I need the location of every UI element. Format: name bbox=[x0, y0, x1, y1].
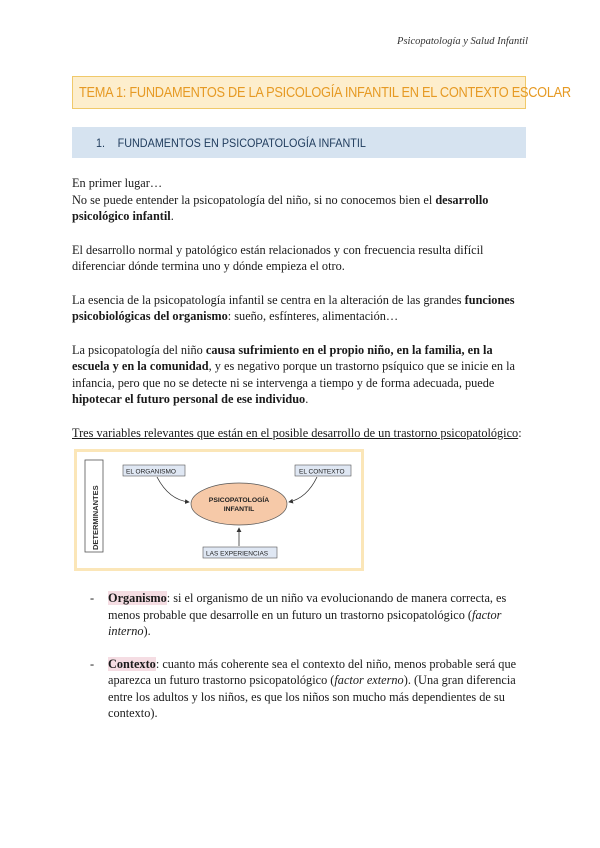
determinants-diagram bbox=[74, 449, 364, 571]
p4-end: . bbox=[305, 392, 309, 406]
p4-text-a: La psicopatología del niño bbox=[72, 342, 206, 357]
bullet-dash: - bbox=[90, 591, 95, 605]
p4-bold-1: causa sufrimiento en el propio niño, en la familia, en la escuela y en la comunidad bbox=[72, 342, 493, 373]
bullet-text-a: : cuanto más coherente sea el contexto del niño, menos probable será que aparezca un futuro trastorno psicopatológico ( bbox=[108, 656, 517, 687]
context-label: EL CONTEXTO bbox=[299, 468, 345, 476]
paragraph-1 bbox=[72, 175, 528, 225]
bullet-contexto bbox=[90, 656, 520, 722]
term-highlight: Organismo bbox=[108, 591, 167, 605]
running-header: Psicopatología y Salud Infantil bbox=[397, 36, 528, 47]
p4-text-b: , y es negativo porque un trastorno psíquico que se inicie en la infancia, pero que no se detecte ni se intervenga a tiempo y de forma adecuada, puede bbox=[72, 359, 515, 390]
p4-bold-2: hipotecar el futuro personal de ese individuo bbox=[72, 392, 306, 406]
section-heading bbox=[96, 136, 366, 150]
center-label-1: PSICOPATOLOGÍA bbox=[208, 497, 270, 504]
bullet-italic: factor interno bbox=[108, 607, 502, 638]
section-label: FUNDAMENTOS EN PSICOPATOLOGÍA INFANTIL bbox=[117, 135, 366, 150]
bullet-text bbox=[108, 656, 520, 722]
arrow-organism bbox=[157, 477, 189, 502]
side-label: DETERMINANTES bbox=[91, 485, 100, 550]
chapter-title-box bbox=[72, 76, 571, 109]
bullet-organismo bbox=[90, 590, 520, 640]
p1-end: . bbox=[170, 209, 174, 223]
p3-end: : sueño, esfínteres, alimentación… bbox=[227, 309, 399, 323]
bullet-dash: - bbox=[90, 656, 95, 671]
section-number: 1. bbox=[96, 135, 106, 150]
bullet-text bbox=[108, 590, 520, 640]
paragraph-3 bbox=[72, 292, 528, 325]
p5-end: : bbox=[518, 425, 522, 440]
section-heading-box bbox=[72, 127, 526, 158]
paragraph-4 bbox=[72, 342, 528, 408]
bullet-list bbox=[90, 590, 520, 738]
body-text bbox=[72, 175, 528, 458]
p5-underline: Tres variables relevantes que están en el posible desarrollo de un trastorno psicopatológico bbox=[72, 425, 519, 440]
p1-text: No se puede entender la psicopatología del niño, si no conocemos bien el bbox=[72, 192, 436, 207]
center-label-2: INFANTIL bbox=[223, 506, 255, 513]
bullet-text-b: ). bbox=[143, 624, 151, 638]
organism-label: EL ORGANISMO bbox=[126, 468, 176, 476]
bullet-text-b: ). (Una gran diferencia entre los adultos y los niños, es que los niños son mucho más dependientes de su contexto). bbox=[108, 673, 516, 720]
diagram-svg bbox=[77, 452, 361, 568]
bullet-italic: factor externo bbox=[334, 673, 404, 687]
experiences-label: LAS EXPERIENCIAS bbox=[206, 550, 269, 558]
paragraph-2: El desarrollo normal y patológico están relacionados y con frecuencia resulta difícil diferenciar dónde termina uno y dónde empieza el otro. bbox=[72, 242, 484, 273]
term-highlight: Contexto bbox=[108, 656, 156, 671]
chapter-title: TEMA 1: FUNDAMENTOS DE LA PSICOLOGÍA INFANTIL EN EL CONTEXTO ESCOLAR bbox=[79, 84, 571, 101]
p3-text: La esencia de la psicopatología infantil se centra en la alteración de las grandes bbox=[72, 292, 465, 307]
center-ellipse bbox=[191, 483, 287, 525]
arrow-context bbox=[289, 477, 317, 502]
p1-bold: desarrollo psicológico infantil bbox=[72, 192, 489, 223]
p1-line1: En primer lugar… bbox=[72, 176, 163, 190]
paragraph-5 bbox=[72, 425, 528, 442]
p3-bold: funciones psicobiológicas del organismo bbox=[72, 292, 515, 323]
bullet-text-a: : si el organismo de un niño va evolucionando de manera correcta, es menos probable que desarrolle en un futuro un trastorno psicopatológico ( bbox=[108, 591, 507, 622]
